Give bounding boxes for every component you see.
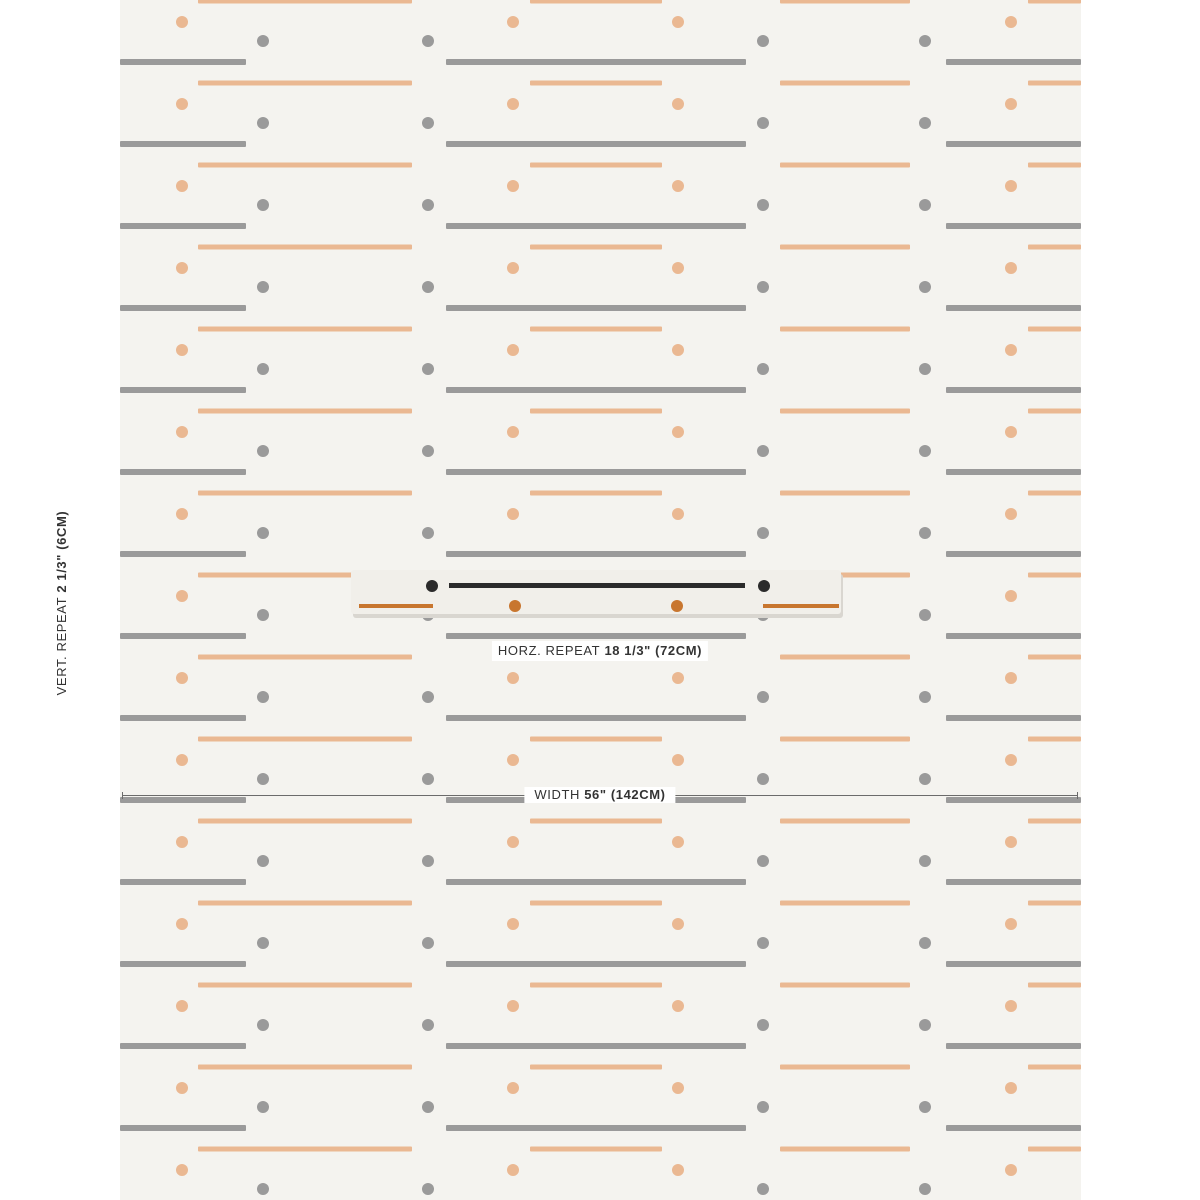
gray-dash — [946, 305, 1081, 311]
peach-dash — [780, 983, 910, 988]
peach-dot — [507, 262, 519, 274]
gray-dot — [422, 281, 434, 293]
vertical-repeat-value: 2 1/3" (6CM) — [54, 510, 69, 593]
peach-dash — [198, 1065, 412, 1070]
gray-dash — [946, 879, 1081, 885]
repeat-swatch-graphic — [351, 568, 845, 620]
peach-dot — [672, 426, 684, 438]
gray-dot — [919, 937, 931, 949]
gray-dot — [257, 773, 269, 785]
gray-dot — [257, 363, 269, 375]
gray-dash — [946, 715, 1081, 721]
orange-dot — [671, 600, 683, 612]
gray-dash — [946, 633, 1081, 639]
gray-dot — [757, 363, 769, 375]
peach-dash — [1028, 409, 1081, 414]
gray-dash — [120, 633, 246, 639]
gray-dot — [919, 855, 931, 867]
gray-dot — [422, 199, 434, 211]
gray-dot — [422, 691, 434, 703]
peach-dash — [198, 1147, 412, 1152]
peach-dash — [780, 1147, 910, 1152]
peach-dash — [530, 245, 662, 250]
gray-dash — [120, 797, 246, 803]
peach-dash — [1028, 737, 1081, 742]
peach-dash — [530, 491, 662, 496]
peach-dot — [1005, 1000, 1017, 1012]
gray-dash — [120, 59, 246, 65]
gray-dash — [120, 961, 246, 967]
peach-dash — [198, 409, 412, 414]
gray-dot — [919, 691, 931, 703]
peach-dash — [530, 409, 662, 414]
peach-dot — [672, 98, 684, 110]
gray-dash — [446, 1125, 746, 1131]
peach-dash — [1028, 819, 1081, 824]
gray-dot — [422, 937, 434, 949]
peach-dot — [1005, 508, 1017, 520]
peach-dot — [176, 918, 188, 930]
peach-dot — [176, 1164, 188, 1176]
peach-dash — [198, 327, 412, 332]
gray-dash — [446, 879, 746, 885]
width-prefix: WIDTH — [534, 787, 580, 802]
peach-dot — [672, 344, 684, 356]
peach-dash — [198, 901, 412, 906]
gray-dot — [919, 363, 931, 375]
gray-dot — [257, 691, 269, 703]
gray-dot — [757, 35, 769, 47]
peach-dash — [780, 1065, 910, 1070]
peach-dash — [530, 1147, 662, 1152]
gray-dot — [257, 445, 269, 457]
peach-dot — [176, 262, 188, 274]
gray-dot — [919, 527, 931, 539]
peach-dot — [507, 836, 519, 848]
peach-dash — [530, 327, 662, 332]
gray-dot — [919, 199, 931, 211]
gray-dot — [422, 1183, 434, 1195]
peach-dash — [198, 819, 412, 824]
peach-dash — [1028, 245, 1081, 250]
peach-dot — [1005, 836, 1017, 848]
peach-dot — [507, 1000, 519, 1012]
gray-dash — [946, 961, 1081, 967]
peach-dot — [672, 672, 684, 684]
peach-dot — [1005, 1164, 1017, 1176]
peach-dash — [780, 163, 910, 168]
peach-dot — [507, 508, 519, 520]
gray-dot — [757, 937, 769, 949]
peach-dash — [780, 245, 910, 250]
gray-dot — [919, 1183, 931, 1195]
gray-dot — [422, 855, 434, 867]
dark-dot — [426, 580, 438, 592]
gray-dot — [257, 1101, 269, 1113]
gray-dot — [919, 1019, 931, 1031]
peach-dash — [1028, 163, 1081, 168]
peach-dot — [507, 754, 519, 766]
gray-dot — [422, 1101, 434, 1113]
peach-dot — [672, 16, 684, 28]
peach-dot — [672, 508, 684, 520]
gray-dash — [120, 223, 246, 229]
gray-dot — [757, 855, 769, 867]
peach-dot — [176, 590, 188, 602]
peach-dot — [507, 426, 519, 438]
peach-dash — [1028, 573, 1081, 578]
peach-dash — [1028, 0, 1081, 4]
peach-dot — [1005, 672, 1017, 684]
peach-dot — [1005, 180, 1017, 192]
peach-dash — [1028, 327, 1081, 332]
gray-dash — [946, 223, 1081, 229]
dark-dash — [449, 583, 745, 588]
peach-dash — [1028, 1065, 1081, 1070]
gray-dash — [120, 551, 246, 557]
peach-dash — [530, 983, 662, 988]
orange-dot — [509, 600, 521, 612]
peach-dot — [672, 180, 684, 192]
gray-dot — [919, 445, 931, 457]
gray-dash — [446, 551, 746, 557]
peach-dot — [1005, 754, 1017, 766]
peach-dot — [176, 1000, 188, 1012]
gray-dash — [946, 1125, 1081, 1131]
gray-dot — [757, 773, 769, 785]
gray-dash — [446, 387, 746, 393]
gray-dash — [446, 633, 746, 639]
peach-dash — [198, 245, 412, 250]
peach-dot — [672, 1164, 684, 1176]
horizontal-repeat-swatch — [351, 568, 845, 620]
gray-dot — [257, 527, 269, 539]
peach-dot — [1005, 426, 1017, 438]
gray-dash — [946, 469, 1081, 475]
gray-dot — [919, 117, 931, 129]
gray-dash — [446, 223, 746, 229]
peach-dot — [176, 426, 188, 438]
peach-dot — [176, 180, 188, 192]
peach-dot — [672, 836, 684, 848]
peach-dash — [530, 81, 662, 86]
peach-dot — [672, 918, 684, 930]
gray-dot — [257, 609, 269, 621]
gray-dot — [422, 117, 434, 129]
vertical-repeat-prefix: VERT. REPEAT — [54, 596, 69, 696]
peach-dot — [176, 16, 188, 28]
peach-dot — [507, 918, 519, 930]
peach-dot — [176, 344, 188, 356]
gray-dot — [257, 937, 269, 949]
peach-dash — [198, 655, 412, 660]
peach-dot — [507, 344, 519, 356]
peach-dot — [176, 508, 188, 520]
peach-dash — [198, 737, 412, 742]
peach-dash — [530, 0, 662, 4]
peach-dash — [780, 819, 910, 824]
horizontal-repeat-prefix: HORZ. REPEAT — [497, 643, 601, 658]
peach-dot — [176, 672, 188, 684]
peach-dot — [507, 672, 519, 684]
peach-dash — [1028, 1147, 1081, 1152]
peach-dash — [530, 737, 662, 742]
gray-dash — [946, 797, 1081, 803]
gray-dash — [946, 551, 1081, 557]
peach-dot — [176, 98, 188, 110]
peach-dash — [530, 901, 662, 906]
gray-dot — [422, 773, 434, 785]
orange-dash — [763, 604, 839, 608]
gray-dash — [120, 879, 246, 885]
peach-dot — [1005, 1082, 1017, 1094]
vertical-repeat-label — [54, 511, 70, 696]
peach-dot — [672, 1000, 684, 1012]
peach-dot — [507, 1082, 519, 1094]
gray-dot — [757, 199, 769, 211]
peach-dot — [507, 98, 519, 110]
gray-dot — [757, 445, 769, 457]
peach-dot — [176, 1082, 188, 1094]
peach-dash — [780, 737, 910, 742]
peach-dot — [672, 262, 684, 274]
horizontal-repeat-value: 18 1/3" (72CM) — [604, 643, 703, 658]
peach-dash — [198, 163, 412, 168]
gray-dot — [757, 1101, 769, 1113]
gray-dash — [446, 1043, 746, 1049]
gray-dot — [919, 1101, 931, 1113]
peach-dash — [530, 819, 662, 824]
gray-dot — [257, 855, 269, 867]
peach-dot — [176, 836, 188, 848]
orange-dash — [359, 604, 433, 608]
gray-dot — [757, 1019, 769, 1031]
gray-dot — [757, 691, 769, 703]
peach-dash — [198, 81, 412, 86]
gray-dash — [446, 305, 746, 311]
gray-dash — [946, 141, 1081, 147]
horizontal-repeat-label — [492, 641, 708, 661]
gray-dot — [257, 117, 269, 129]
peach-dash — [198, 983, 412, 988]
gray-dot — [919, 773, 931, 785]
gray-dash — [446, 141, 746, 147]
peach-dash — [780, 409, 910, 414]
peach-dot — [672, 754, 684, 766]
peach-dash — [780, 0, 910, 4]
peach-dash — [530, 163, 662, 168]
peach-dash — [1028, 983, 1081, 988]
peach-dot — [1005, 590, 1017, 602]
gray-dash — [120, 715, 246, 721]
gray-dot — [757, 527, 769, 539]
gray-dash — [946, 387, 1081, 393]
gray-dot — [422, 35, 434, 47]
gray-dot — [422, 1019, 434, 1031]
gray-dash — [446, 715, 746, 721]
peach-dot — [507, 1164, 519, 1176]
peach-dash — [780, 491, 910, 496]
peach-dash — [1028, 81, 1081, 86]
peach-dot — [507, 180, 519, 192]
dark-dot — [758, 580, 770, 592]
gray-dot — [257, 199, 269, 211]
peach-dash — [198, 491, 412, 496]
gray-dot — [422, 527, 434, 539]
gray-dot — [757, 117, 769, 129]
gray-dot — [257, 1183, 269, 1195]
gray-dash — [120, 141, 246, 147]
peach-dash — [530, 1065, 662, 1070]
gray-dash — [120, 387, 246, 393]
peach-dash — [780, 655, 910, 660]
gray-dot — [919, 609, 931, 621]
gray-dot — [257, 35, 269, 47]
gray-dash — [446, 59, 746, 65]
gray-dash — [446, 469, 746, 475]
gray-dot — [257, 281, 269, 293]
width-label — [524, 787, 675, 803]
peach-dot — [672, 1082, 684, 1094]
peach-dot — [1005, 344, 1017, 356]
gray-dot — [757, 1183, 769, 1195]
gray-dash — [120, 1125, 246, 1131]
peach-dash — [1028, 901, 1081, 906]
peach-dot — [1005, 98, 1017, 110]
peach-dash — [198, 0, 412, 4]
peach-dot — [1005, 918, 1017, 930]
peach-dash — [1028, 491, 1081, 496]
gray-dot — [422, 445, 434, 457]
peach-dash — [780, 81, 910, 86]
peach-dot — [176, 754, 188, 766]
gray-dash — [446, 961, 746, 967]
peach-dot — [507, 16, 519, 28]
gray-dot — [919, 281, 931, 293]
gray-dash — [946, 59, 1081, 65]
gray-dash — [120, 1043, 246, 1049]
peach-dash — [1028, 655, 1081, 660]
gray-dot — [422, 363, 434, 375]
gray-dash — [120, 469, 246, 475]
gray-dot — [757, 281, 769, 293]
peach-dot — [1005, 262, 1017, 274]
gray-dot — [919, 35, 931, 47]
peach-dash — [780, 901, 910, 906]
gray-dash — [120, 305, 246, 311]
gray-dot — [257, 1019, 269, 1031]
peach-dot — [1005, 16, 1017, 28]
width-value: 56" (142CM) — [584, 787, 666, 802]
gray-dash — [946, 1043, 1081, 1049]
peach-dash — [780, 327, 910, 332]
